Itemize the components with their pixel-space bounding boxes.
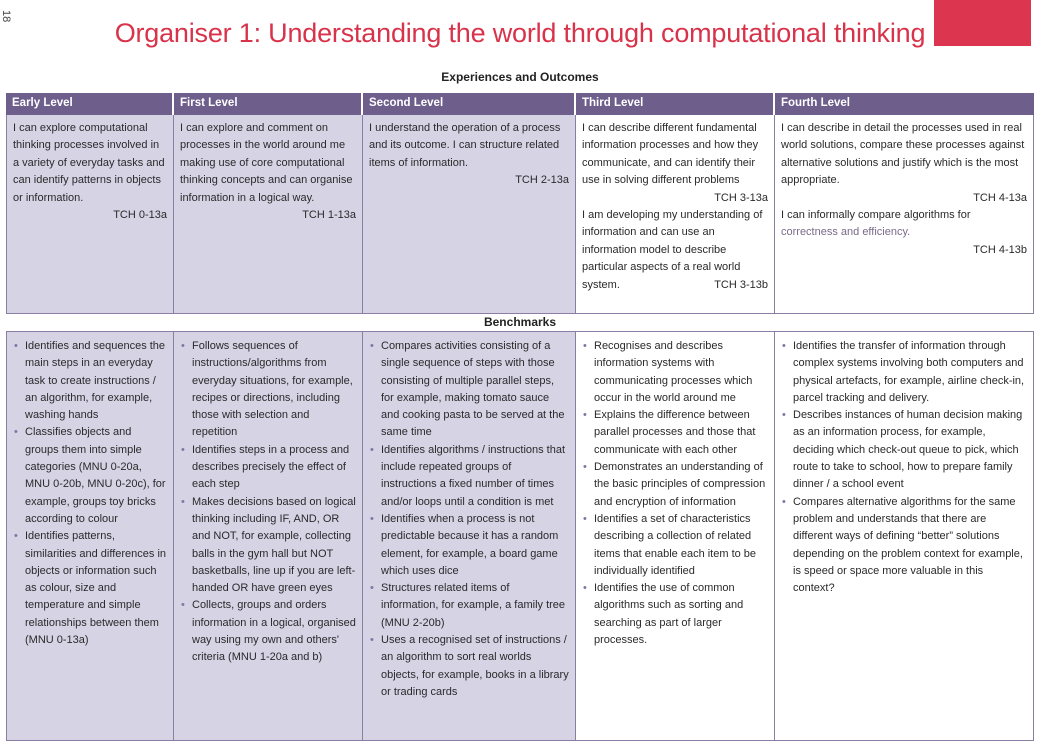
level-header-early: Early Level xyxy=(6,93,174,115)
level-header-third: Third Level xyxy=(576,93,775,115)
benchmark-item: • Identifies the transfer of information through complex systems involving both computers and physical artefacts, for example, airline check-in, parcel tracking and delivery. xyxy=(781,338,1027,407)
benchmark-item: • Compares activities consisting of a single sequence of steps with those consisting of multiple parallel steps, for example, making tomato sauce and cooking pasta to be served at the same time xyxy=(369,338,569,442)
experiences-heading: Experiences and Outcomes xyxy=(441,70,599,84)
outcome-ref: TCH 2-13a xyxy=(515,174,569,187)
outcome-text: I can describe different fundamental information processes and how they communicate, and can identify their use in solving different problems xyxy=(582,122,759,187)
benchmarks-third xyxy=(576,331,775,741)
benchmarks-row xyxy=(6,331,1034,741)
benchmark-item: • Identifies algorithms / instructions that include repeated groups of instructions a fixed number of times and/or loops until a condition is met xyxy=(369,442,569,511)
benchmark-item: • Identifies when a process is not predictable because it has a random element, for example, a board game which uses dice xyxy=(369,511,569,580)
outcome-text: I understand the operation of a process and its outcome. I can structure related items of information. xyxy=(369,122,561,169)
outcome-text-part: correctness and efficiency. xyxy=(781,226,911,239)
outcome-text: I am developing my understanding of information and can use an information model to describe particular aspects of a real world xyxy=(582,209,763,274)
outcome-ref: TCH 3-13a xyxy=(714,191,768,204)
benchmark-list xyxy=(180,338,356,667)
outcome-text-part: I can informally compare algorithms for xyxy=(781,209,971,222)
outcome-early xyxy=(6,115,174,314)
outcomes-row xyxy=(6,115,1034,314)
page-number: 18 xyxy=(0,10,12,23)
benchmark-list xyxy=(369,338,569,701)
outcome-ref-line xyxy=(582,277,768,294)
outcome-text: I can describe in detail the processes used in real world solutions, compare these processes against alternative solutions and justify which is the most appropriate. xyxy=(781,122,1025,187)
outcome-third xyxy=(576,115,775,314)
benchmarks-heading: Benchmarks xyxy=(483,315,557,329)
benchmark-item: • Identifies steps in a process and describes precisely the effect of each step xyxy=(180,442,356,494)
level-header-row xyxy=(6,93,1034,115)
benchmark-item: • Structures related items of information, for example, a family tree (MNU 2-20b) xyxy=(369,580,569,632)
level-header-second: Second Level xyxy=(363,93,576,115)
level-header-first: First Level xyxy=(174,93,363,115)
benchmark-item: • Identifies patterns, similarities and differences in objects or information such as colour, size and temperature and simple relationships between them (MNU 0-13a) xyxy=(13,528,167,649)
outcome-second xyxy=(363,115,576,314)
outcome-ref: TCH 4-13a xyxy=(973,191,1027,204)
outcome-text-end: system. xyxy=(582,278,620,291)
benchmark-item: • Describes instances of human decision making as an information process, for example, deciding which check-out queue to pick, which route to take to school, how to prepare family dinner / a school event xyxy=(781,407,1027,493)
benchmark-item: • Identifies and sequences the main steps in an everyday task to create instructions / an algorithm, for example, washing hands xyxy=(13,338,167,424)
benchmark-item: • Classifies objects and groups them into simple categories (MNU 0-20a, MNU 0-20b, MNU 0-20c), for example, groups toy bricks according to colour xyxy=(13,424,167,528)
benchmark-list xyxy=(582,338,768,649)
benchmark-item: • Identifies a set of characteristics describing a collection of related items that enable each item to be individually identified xyxy=(582,511,768,580)
outcome-ref: TCH 3-13b xyxy=(714,278,768,291)
outcome-ref: TCH 0-13a xyxy=(113,209,167,222)
benchmarks-early xyxy=(6,331,174,741)
benchmark-item: • Explains the difference between parallel processes and those that communicate with each other xyxy=(582,407,768,459)
outcome-text: I can explore computational thinking processes involved in a variety of everyday tasks and can identify patterns in objects or information. xyxy=(13,122,165,204)
benchmark-list xyxy=(781,338,1027,597)
benchmark-item: • Makes decisions based on logical thinking including IF, AND, OR and NOT, for example, collecting balls in the gym hall but NOT basketballs, line up if you are left-handed OR have green eyes xyxy=(180,494,356,598)
outcome-ref: TCH 4-13b xyxy=(973,243,1027,256)
outcome-fourth xyxy=(775,115,1034,314)
benchmarks-first xyxy=(174,331,363,741)
benchmark-item: • Uses a recognised set of instructions / an algorithm to sort real worlds objects, for example, books in a library or trading cards xyxy=(369,632,569,701)
outcome-ref: TCH 1-13a xyxy=(302,209,356,222)
outcome-text: I can explore and comment on processes in the world around me making use of core computational thinking concepts and can organise information in a logical way. xyxy=(180,122,353,204)
benchmark-item: • Compares alternative algorithms for the same problem and understands that there are different ways of defining “better” solutions depending on the problem context for example, is speed or space more valuable in this context? xyxy=(781,494,1027,598)
benchmarks-second xyxy=(363,331,576,741)
benchmarks-fourth xyxy=(775,331,1034,741)
corner-color-block xyxy=(934,0,1031,46)
benchmark-list xyxy=(13,338,167,649)
benchmark-item: • Demonstrates an understanding of the basic principles of compression and encryption of information xyxy=(582,459,768,511)
benchmark-item: • Follows sequences of instructions/algorithms from everyday situations, for example, recipes or directions, including those with selection and repetition xyxy=(180,338,356,442)
page-title: Organiser 1: Understanding the world through computational thinking xyxy=(114,18,926,48)
benchmark-item: • Collects, groups and orders information in a logical, organised way using my own and others' criteria (MNU 1-20a and b) xyxy=(180,597,356,666)
outcome-first xyxy=(174,115,363,314)
benchmark-item: • Recognises and describes information systems with communicating processes which occur in the world around me xyxy=(582,338,768,407)
level-header-fourth: Fourth Level xyxy=(775,93,1034,115)
benchmark-item: • Identifies the use of common algorithms such as sorting and searching as part of larger processes. xyxy=(582,580,768,649)
outcome-text xyxy=(781,207,1027,242)
